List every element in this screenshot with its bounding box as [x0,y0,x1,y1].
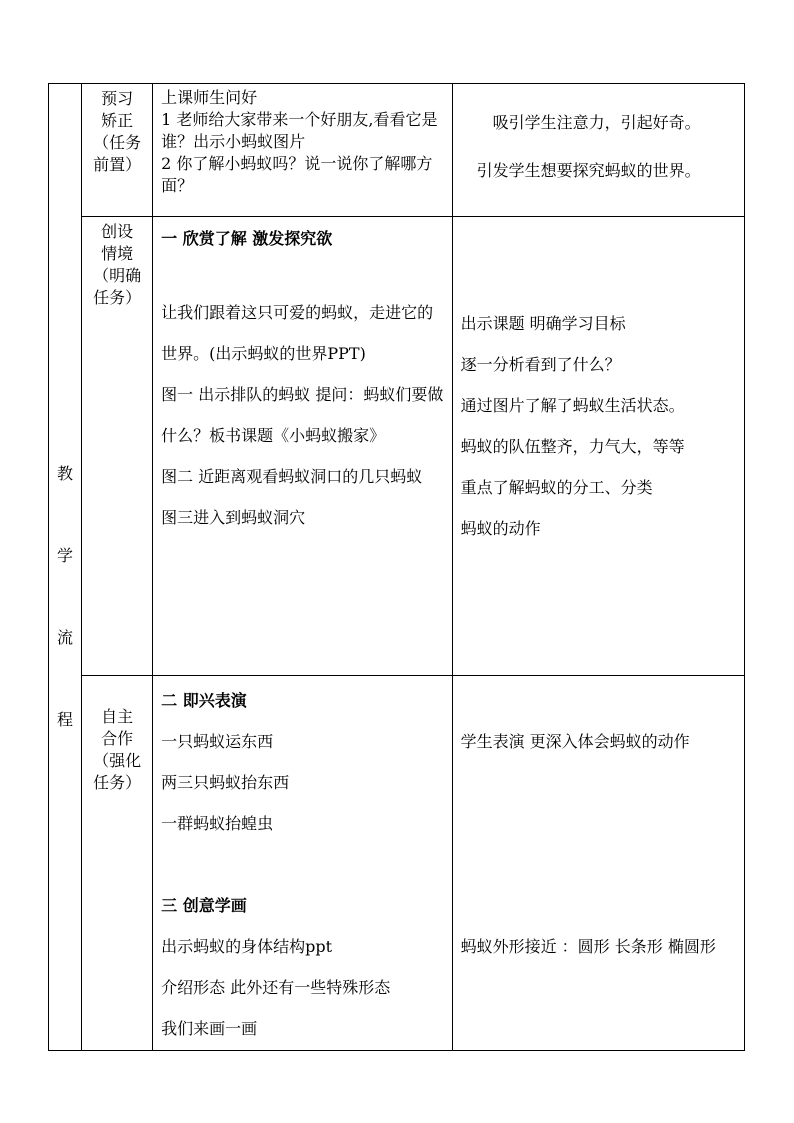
stage-cell-cooperate [82,676,153,1051]
stage-label: （明确 [93,266,142,285]
content-line: 图二 近距离观看蚂蚁洞口的几只蚂蚁 [161,467,423,486]
content-line: 上课师生问好 [161,88,258,107]
section-label-cell [49,84,82,1051]
stage-label: （强化 [93,751,142,770]
notes-cell-preview [452,84,744,217]
content-line: 图一 出示排队的蚂蚁 提问：蚂蚁们要做什么？板书课题《小蚂蚁搬家》 [161,385,444,445]
content-line: 我们来画一画 [161,1019,258,1038]
note-line: 蚂蚁的队伍整齐，力气大，等等 [460,437,685,456]
section-label-char: 学 [57,546,74,565]
content-line: 让我们跟着这只可爱的蚂蚁，走进它的世界。(出示蚂蚁的世界PPT) [161,303,434,363]
stage-label: 情境 [101,244,134,263]
content-cell-cooperate [153,676,452,1051]
stage-label: 任务） [93,288,142,307]
content-line: 介绍形态 此外还有一些特殊形态 [161,978,391,997]
note-line: 重点了解蚂蚁的分工、分类 [460,478,653,497]
section-label-char: 教 [57,464,74,483]
note-line: 逐一分析看到了什么？ [460,355,621,374]
section-heading: 一 欣赏了解 激发探究欲 [161,229,333,248]
stage-cell-preview [82,84,153,217]
note-line: 通过图片了解了蚂蚁生活状态。 [460,396,685,415]
content-line: 2 你了解小蚂蚁吗？说一说你了解哪方面？ [161,154,433,195]
section-label-char: 流 [57,628,74,647]
content-line: 出示蚂蚁的身体结构ppt [161,937,333,956]
note-line: 引发学生想要探究蚂蚁的世界。 [476,161,701,180]
stage-label: 合作 [101,729,134,748]
stage-label: （任务 [93,133,142,152]
stage-label: 矫正 [101,111,134,130]
stage-label: 自主 [101,707,134,726]
content-cell-preview [153,84,452,217]
lesson-plan-table [48,83,745,1051]
notes-cell-cooperate [452,676,744,1051]
table-row [49,217,745,676]
stage-label: 前置） [93,155,142,174]
note-line: 出示课题 明确学习目标 [460,314,626,333]
stage-label: 预习 [101,89,134,108]
content-line: 两三只蚂蚁抬东西 [161,773,290,792]
note-line: 学生表演 更深入体会蚂蚁的动作 [460,732,690,751]
table-row [49,676,745,1051]
section-heading: 二 即兴表演 [161,691,247,710]
content-line: 1 老师给大家带来一个好朋友,看看它是谁？出示小蚂蚁图片 [161,110,438,151]
note-line: 蚂蚁的动作 [460,519,541,538]
stage-cell-context [82,217,153,676]
note-line: 蚂蚁外形接近 ：圆形 长条形 椭圆形 [460,937,716,956]
stage-label: 任务） [93,773,142,792]
content-cell-context [153,217,452,676]
content-line: 一群蚂蚁抬蝗虫 [161,814,274,833]
section-heading: 三 创意学画 [161,896,247,915]
notes-cell-context [452,217,744,676]
content-line: 一只蚂蚁运东西 [161,732,274,751]
note-line: 吸引学生注意力，引起好奇。 [492,113,701,132]
section-label-char: 程 [57,710,74,729]
stage-label: 创设 [101,222,134,241]
table-row [49,84,745,217]
content-line: 图三进入到蚂蚁洞穴 [161,508,306,527]
